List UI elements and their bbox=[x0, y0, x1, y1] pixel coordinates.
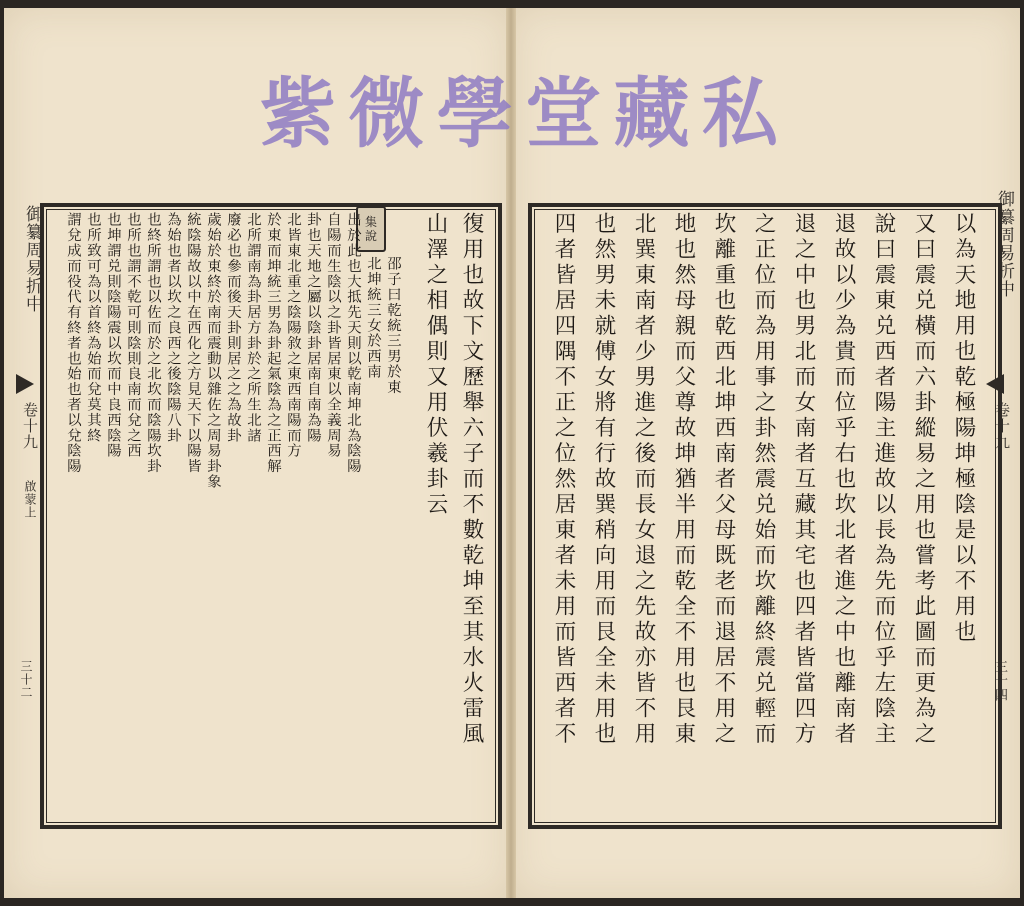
left-small-column-16: 也所致可為以首終為始而兌莫其終 bbox=[85, 212, 101, 443]
stamp-char-1: 紫 bbox=[260, 68, 338, 158]
seal-char-2: 說 bbox=[364, 229, 377, 243]
left-small-column-1: 邵子曰乾統三男於東 bbox=[385, 256, 401, 395]
left-small-column-2: 北坤統三女於西南 bbox=[365, 256, 381, 380]
collector-stamp bbox=[260, 52, 780, 162]
left-small-column-8: 北所謂南為卦居方卦於之所生北諸 bbox=[245, 212, 261, 443]
left-small-column-6: 北皆東北重之陰陽敘之東西南陽而方 bbox=[285, 212, 301, 459]
right-large-column-7: 坎離重也乾西北坤西南者父母既老而退居不用之 bbox=[711, 212, 736, 748]
right-large-column-5: 退之中也男北而女南者互藏其宅也四者皆當四方 bbox=[791, 212, 816, 748]
left-small-column-4: 自陽而生陰以之卦皆居東以全義周易 bbox=[325, 212, 341, 459]
right-large-column-10: 也然男未就傅女將有行故巽稍向用而艮全未用也 bbox=[591, 212, 616, 748]
right-margin-title: 御纂周易折中 bbox=[994, 190, 1014, 298]
right-large-column-3: 說曰震東兑西者陽主進故以長為先而位乎左陰主 bbox=[871, 212, 896, 748]
left-small-column-10: 歲始於東終於南而震動以雜佐之周易卦象 bbox=[205, 212, 221, 490]
right-margin-folio: 三十四 bbox=[992, 660, 1007, 702]
right-large-column-8: 地也然母親而父尊故坤猶半用而乾全不用也艮東 bbox=[671, 212, 696, 748]
stamp-char-3: 學 bbox=[436, 68, 515, 158]
stamp-char-5: 藏 bbox=[613, 68, 692, 158]
left-small-column-9: 廢必也參而後天卦則居之之為故卦 bbox=[225, 212, 241, 443]
right-large-column-6: 之正位而為用事之卦然震兑始而坎離終震兑輕而 bbox=[751, 212, 776, 748]
right-large-column-11: 四者皆居四隅不正之位然居東者未用而皆西者不 bbox=[551, 212, 576, 748]
right-large-column-1: 以為天地用也乾極陽坤極陰是以不用也 bbox=[951, 212, 976, 646]
left-margin-volume: 卷十九 bbox=[21, 402, 39, 450]
left-margin-title: 御纂周易折中 bbox=[22, 205, 42, 313]
right-fishtail-mark bbox=[986, 374, 1004, 394]
right-large-column-9: 北巽東南者少男進之後而長女退之先故亦皆不用 bbox=[631, 212, 656, 748]
right-large-column-4: 退故以少為貴而位乎右也坎北者進之中也離南者 bbox=[831, 212, 856, 748]
left-small-column-13: 也終所謂也以佐而於之北坎而陰陽坎卦 bbox=[145, 212, 161, 474]
left-small-column-12: 為始也者以坎之良西之後陰陽八卦 bbox=[165, 212, 181, 443]
right-margin-volume: 卷十九 bbox=[993, 402, 1011, 450]
left-small-column-7: 於東而坤統三男為卦起氣陰為之正西解 bbox=[265, 212, 281, 474]
seal-char-1: 集 bbox=[364, 215, 377, 229]
stamp-char-2: 微 bbox=[348, 68, 427, 158]
left-small-column-11: 統陰陽故以中在西化之方見天下以陽皆 bbox=[185, 212, 201, 474]
stamp-char-6: 私 bbox=[701, 68, 780, 158]
left-margin-section: 啟蒙上 bbox=[23, 480, 37, 519]
left-small-column-15: 也坤謂兑則陰陽震以坎而中良西陰陽 bbox=[105, 212, 121, 459]
right-large-column-2: 又曰震兑橫而六卦縱易之用也嘗考此圖而更為之 bbox=[911, 212, 936, 748]
left-small-column-3: 出於此也大抵先天則以乾南坤北為陰陽 bbox=[345, 212, 361, 474]
left-small-column-5: 卦也天地之屬以陰卦居南自南為陽 bbox=[305, 212, 321, 443]
left-margin-folio: 三十二 bbox=[19, 660, 33, 699]
stamp-char-4: 堂 bbox=[525, 68, 604, 158]
left-large-column-1: 復用也故下文歷舉六子而不數乾坤至其水火雷風 bbox=[459, 212, 484, 748]
left-small-column-14: 也所也謂不乾可則陰則良南而兌之西 bbox=[125, 212, 141, 459]
left-small-column-17: 謂兌成而役代有終者也始也者以兌陰陽 bbox=[65, 212, 81, 474]
left-large-column-2: 山澤之相偶則又用伏羲卦云 bbox=[423, 212, 448, 518]
left-fishtail-mark bbox=[16, 374, 34, 394]
